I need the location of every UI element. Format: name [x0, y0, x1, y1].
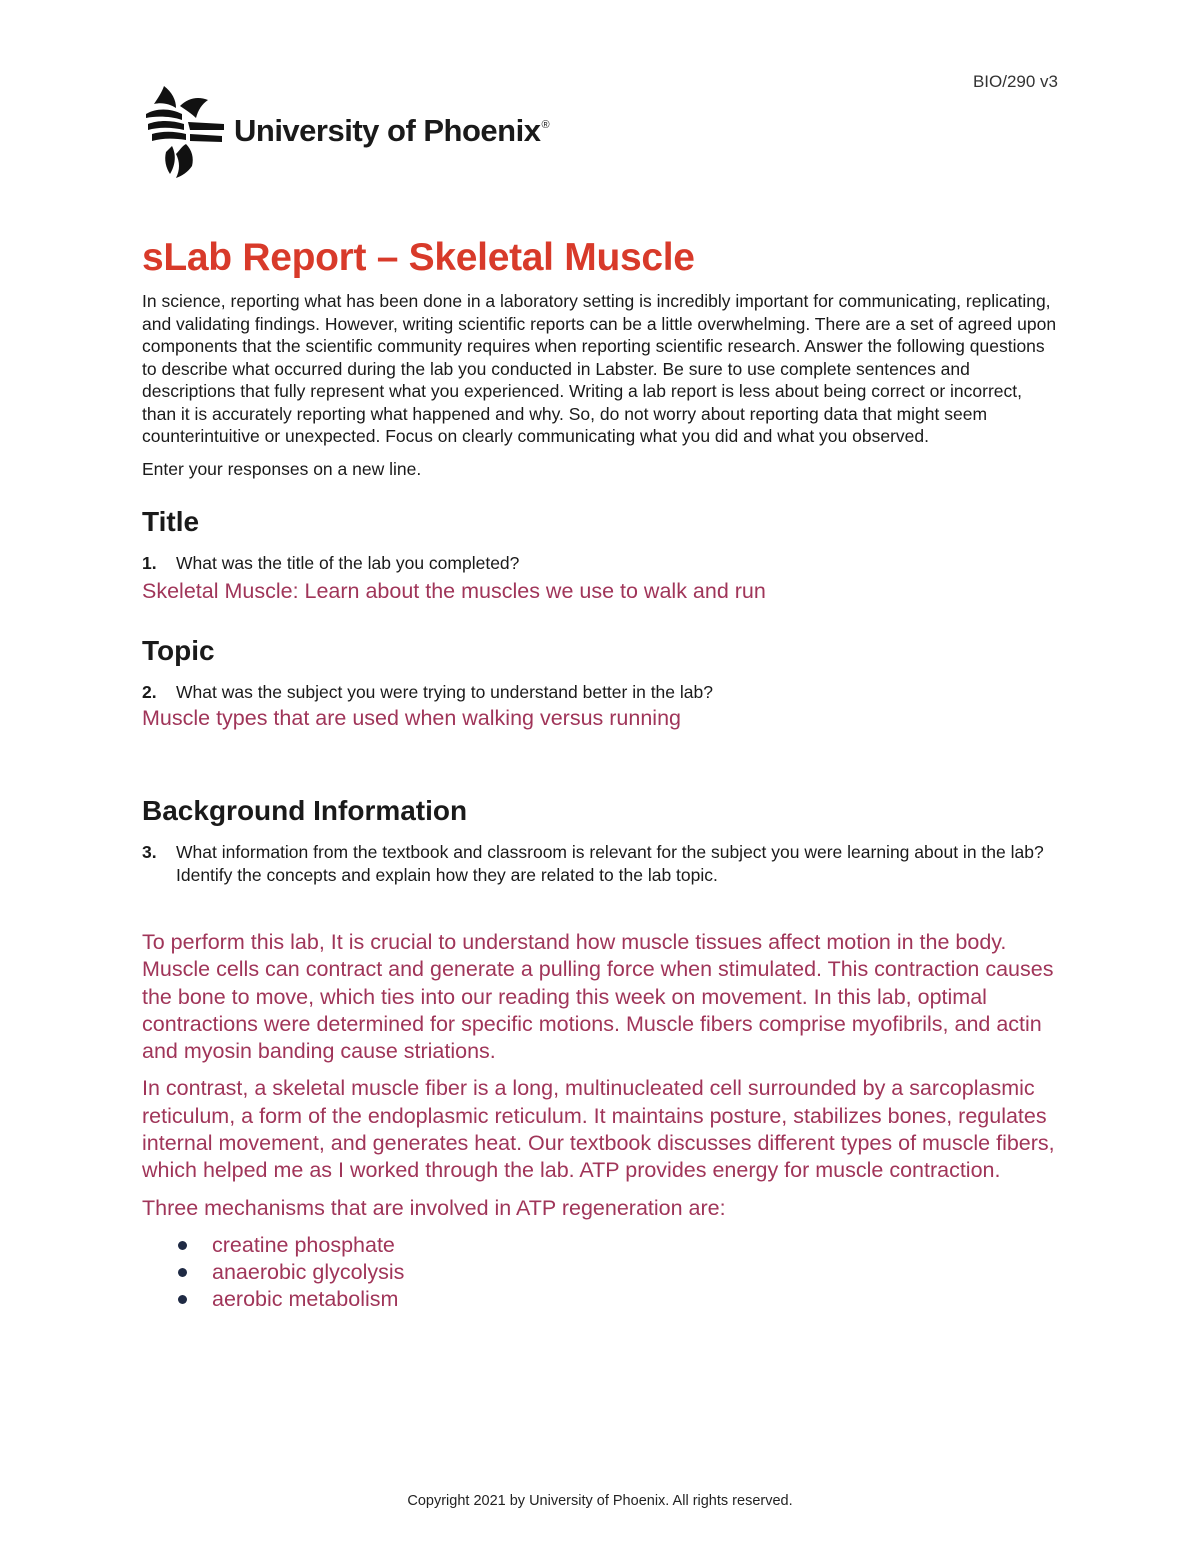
university-logo — [142, 84, 549, 178]
section-heading-background: Background Information — [142, 795, 468, 826]
answer-paragraph: To perform this lab, It is crucial to understand how muscle tissues affect motion in the body. Muscle cells can contract and generate a pulling force when stimulated. This contraction causes the bone to move, which ties into our reading this week on movement. In this lab, optimal contractions were determined for specific motions. Muscle fibers comprise myofibrils, and actin and myosin banding cause striations. — [142, 930, 1054, 1064]
section-heading-topic: Topic — [142, 635, 215, 666]
list-item: aerobic metabolism — [142, 1286, 1060, 1313]
registered-mark: ® — [541, 119, 550, 131]
bullet-icon — [178, 1295, 187, 1304]
section-heading-title: Title — [142, 506, 200, 537]
course-code: BIO/290 v3 — [972, 72, 1058, 91]
phoenix-bird-icon — [142, 84, 226, 178]
document-title: sLab Report – Skeletal Muscle — [142, 236, 695, 279]
logo-text: University of Phoenix — [234, 113, 541, 148]
question-number: 1. — [142, 553, 157, 573]
answer-paragraph: Three mechanisms that are involved in ATP regeneration are: — [142, 1195, 726, 1220]
question-text: What was the title of the lab you completed? — [176, 553, 520, 573]
question-3 — [142, 841, 1060, 886]
atp-mechanism-list — [142, 1232, 1060, 1313]
bullet-icon — [178, 1241, 187, 1250]
answer-2: Muscle types that are used when walking versus running — [142, 705, 681, 730]
answer-1: Skeletal Muscle: Learn about the muscles we use to walk and run — [142, 578, 766, 603]
question-1 — [142, 552, 1060, 575]
bullet-icon — [178, 1268, 187, 1277]
question-number: 2. — [142, 682, 157, 702]
question-text: What information from the textbook and classroom is relevant for the subject you were learning about in the lab? Identify the concepts and explain how they are related to the lab topic. — [176, 842, 1044, 885]
intro-paragraph: In science, reporting what has been done in a laboratory setting is incredibly important for communicating, replicating, and validating findings. However, writing scientific reports can be a little overwhelming. There are a set of agreed upon components that the scientific community requires when reporting scientific research. Answer the following questions to describe what occurred during the lab you conducted in Labster. Be sure to use complete sentences and descriptions that fully represent what you experienced. Writing a lab report is less about being correct or incorrect, than it is accurately reporting what happened and why. So, do not worry about reporting data that might seem counterintuitive or unexpected. Focus on clearly communicating what you did and what you observed. — [142, 291, 1057, 446]
list-item: creatine phosphate — [142, 1232, 1060, 1259]
copyright-footer: Copyright 2021 by University of Phoenix. All rights reserved. — [407, 1493, 793, 1509]
document-body — [142, 236, 1060, 1313]
question-text: What was the subject you were trying to understand better in the lab? — [176, 682, 713, 702]
question-number: 3. — [142, 842, 157, 862]
question-2 — [142, 681, 1060, 704]
instruction-text: Enter your responses on a new line. — [142, 458, 422, 479]
answer-3 — [142, 929, 1060, 1313]
list-item: anaerobic glycolysis — [142, 1259, 1060, 1286]
answer-paragraph: In contrast, a skeletal muscle fiber is a long, multinucleated cell surrounded by a sarcoplasmic reticulum, a form of the endoplasmic reticulum. It maintains posture, stabilizes bones, regulates internal movement, and generates heat. Our textbook discusses different types of muscle fibers, which helped me as I worked through the lab. ATP provides energy for muscle contraction. — [142, 1076, 1055, 1183]
